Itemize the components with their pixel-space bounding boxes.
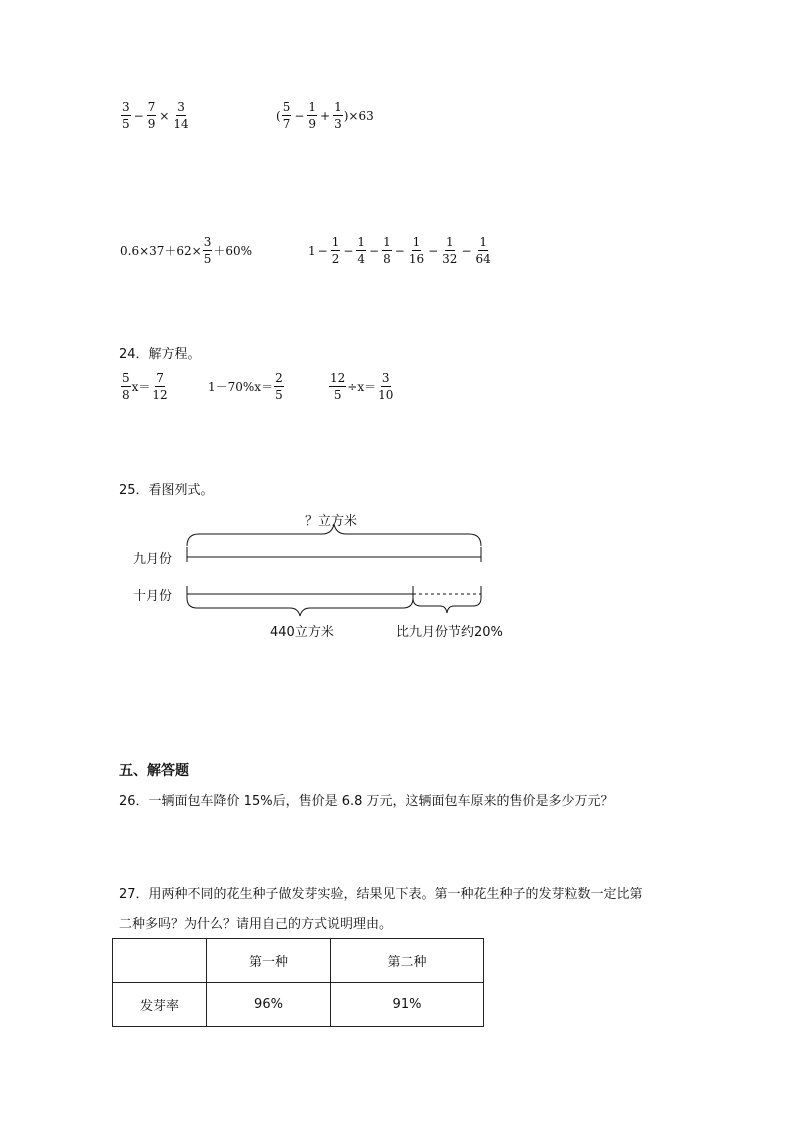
bottom-brace-savings xyxy=(413,598,481,613)
question-24-title: 24．解方程。 xyxy=(119,347,201,362)
question-27-line-1: 27．用两种不同的花生种子做发芽实验，结果见下表。第一种花生种子的发芽粒数一定比第 xyxy=(119,887,643,902)
expression-prefix: 0.6×37＋62× xyxy=(120,244,202,258)
fraction: $\frac{2}{5}$ xyxy=(275,371,283,402)
operator: − xyxy=(133,108,144,123)
table-header-row xyxy=(113,939,484,983)
top-brace xyxy=(187,524,481,546)
fraction: $\frac{1}{8}$ xyxy=(383,235,391,266)
fraction: $\frac{1}{16}$ xyxy=(408,235,425,266)
fraction: $\frac{3}{14}$ xyxy=(173,100,189,131)
table-row xyxy=(113,983,484,1027)
fraction: $\frac{1}{64}$ xyxy=(475,235,491,266)
operator: − xyxy=(343,243,354,258)
table-corner-cell xyxy=(113,939,207,983)
fraction: $\frac{3}{5}$ xyxy=(203,235,212,266)
fraction: $\frac{3}{5}$ xyxy=(122,100,130,131)
fraction: $\frac{1}{3}$ xyxy=(334,100,342,131)
operator: − xyxy=(461,243,472,258)
diagram-bottom-label: 440立方米 xyxy=(270,625,334,640)
diagram-top-label: ？立方米 xyxy=(305,514,358,529)
operator: + xyxy=(320,108,331,123)
table-cell-second-rate: 91% xyxy=(331,983,484,1027)
fraction: $\frac{5}{7}$ xyxy=(282,100,291,131)
bottom-brace-440 xyxy=(187,598,413,616)
operator: − xyxy=(369,243,380,258)
expression-suffix: ＋60% xyxy=(213,244,253,258)
operator: − xyxy=(428,243,439,258)
operator: × xyxy=(159,108,170,123)
fraction: $\frac{12}{5}$ xyxy=(330,371,346,402)
diagram-savings-label: 比九月份节约20% xyxy=(396,625,503,640)
equation-middle: x＝ xyxy=(131,380,151,394)
section-five-heading: 五、解答题 xyxy=(119,763,189,779)
paren: ( xyxy=(276,108,281,123)
fraction: $\frac{7}{9}$ xyxy=(147,100,156,131)
fraction: $\frac{1}{9}$ xyxy=(308,100,317,131)
equation-middle: ÷x＝ xyxy=(347,380,377,394)
table-header-first: 第一种 xyxy=(207,939,331,983)
table-row-label: 发芽率 xyxy=(113,983,207,1027)
fraction: $\frac{1}{4}$ xyxy=(357,235,366,266)
expression-tail: )×63 xyxy=(343,108,374,123)
integer-one: 1 xyxy=(308,243,316,258)
fraction: $\frac{7}{12}$ xyxy=(152,371,168,402)
question-27-line-2: 二种多吗？为什么？请用自己的方式说明理由。 xyxy=(119,917,393,932)
fraction: $\frac{3}{10}$ xyxy=(378,371,394,402)
germination-table xyxy=(112,938,484,1027)
equation-left: 1－70%x＝ xyxy=(208,380,274,394)
fraction: $\frac{1}{2}$ xyxy=(331,235,340,266)
fraction: $\frac{1}{32}$ xyxy=(442,235,458,266)
question-25-title: 25．看图列式。 xyxy=(119,483,214,498)
table-header-second: 第二种 xyxy=(331,939,484,983)
question-26-text: 26．一辆面包车降价 15%后，售价是 6.8 万元，这辆面包车原来的售价是多少万元？ xyxy=(119,794,614,809)
diagram-row-label-october: 十月份 xyxy=(133,589,173,604)
operator: − xyxy=(294,108,305,123)
table-cell-first-rate: 96% xyxy=(207,983,331,1027)
operator: − xyxy=(317,243,328,258)
operator: − xyxy=(394,243,405,258)
fraction: $\frac{5}{8}$ xyxy=(122,371,130,402)
diagram-row-label-september: 九月份 xyxy=(133,552,173,567)
